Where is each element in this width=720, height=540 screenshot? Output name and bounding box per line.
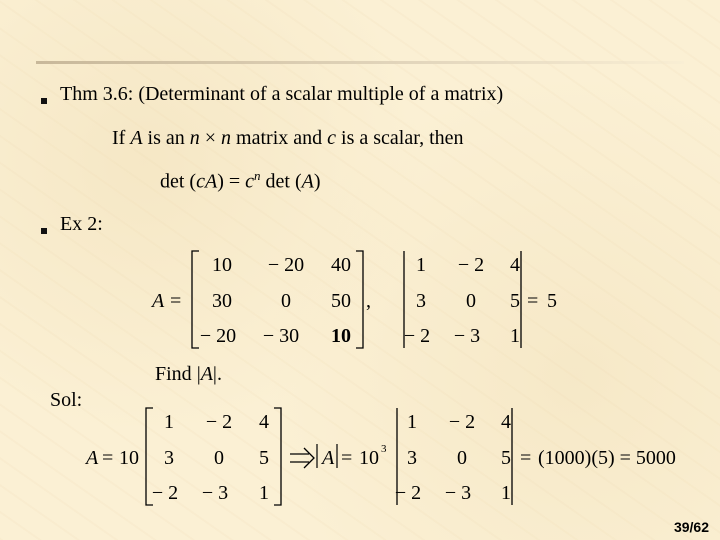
example-equation: [145, 245, 575, 355]
svg-text:0: 0: [281, 290, 291, 312]
det-matrix: [404, 254, 520, 347]
svg-text:− 2: − 2: [151, 482, 179, 504]
matrix-a-name: A: [152, 290, 165, 312]
title-rule: [36, 61, 684, 64]
svg-text:=: =: [520, 447, 532, 469]
svg-text:5: 5: [259, 447, 269, 469]
svg-text:− 2: − 2: [394, 482, 422, 504]
svg-text:− 3: − 3: [444, 482, 472, 504]
svg-text:5: 5: [501, 447, 511, 469]
svg-text:10: 10: [331, 325, 351, 347]
bullet-icon: [41, 98, 47, 104]
svg-text:5: 5: [510, 290, 520, 312]
svg-text:1: 1: [510, 325, 520, 347]
svg-text:A: A: [86, 447, 99, 469]
svg-text:0: 0: [457, 447, 467, 469]
svg-text:− 2: − 2: [205, 411, 233, 433]
svg-text:1: 1: [416, 254, 426, 276]
theorem-title: Thm 3.6: (Determinant of a scalar multiple of a matrix): [60, 83, 504, 105]
bullet-icon: [41, 228, 47, 234]
svg-text:1: 1: [164, 411, 174, 433]
implies-arrow-icon: [290, 448, 314, 468]
svg-text:− 3: − 3: [453, 325, 481, 347]
svg-text:− 3: − 3: [201, 482, 229, 504]
power-exponent: 3: [381, 443, 387, 455]
svg-text:10: 10: [212, 254, 232, 276]
svg-text:=: =: [341, 447, 353, 469]
svg-text:40: 40: [331, 254, 351, 276]
find-instruction: Find |A|.: [155, 363, 222, 385]
theorem-formula: $\det (cA) = c^n$ det (A): [160, 168, 321, 193]
svg-text:=: =: [527, 290, 539, 312]
svg-text:1: 1: [501, 482, 511, 504]
svg-text:0: 0: [466, 290, 476, 312]
svg-text:50: 50: [331, 290, 351, 312]
power-base: 10: [359, 447, 379, 469]
svg-text:4: 4: [259, 411, 269, 433]
svg-text:4: 4: [510, 254, 520, 276]
svg-text:− 30: − 30: [262, 325, 300, 347]
solution-det-matrix: [395, 411, 511, 504]
svg-text:1: 1: [407, 411, 417, 433]
theorem-statement: If A is an n × n matrix and c is a scalar, then: [112, 127, 464, 149]
svg-text:A: A: [322, 447, 335, 469]
svg-text:3: 3: [416, 290, 426, 312]
svg-text:− 2: − 2: [457, 254, 485, 276]
solution-matrix: [152, 411, 269, 504]
page-number: 39/62: [673, 519, 709, 535]
svg-text:3: 3: [164, 447, 174, 469]
svg-text:− 2: − 2: [448, 411, 476, 433]
svg-text:1: 1: [259, 482, 269, 504]
svg-text:30: 30: [212, 290, 232, 312]
det-value: 5: [547, 290, 557, 312]
svg-text:4: 4: [501, 411, 511, 433]
solution-label: Sol:: [50, 389, 83, 411]
svg-text:− 20: − 20: [267, 254, 305, 276]
solution-result: (1000)(5) = 5000: [538, 447, 676, 469]
matrix-a: [200, 254, 351, 347]
svg-text:− 2: − 2: [403, 325, 431, 347]
svg-text:0: 0: [214, 447, 224, 469]
svg-text:− 20: − 20: [199, 325, 237, 347]
svg-text:3: 3: [407, 447, 417, 469]
scalar: 10: [119, 447, 139, 469]
example-label: Ex 2:: [60, 213, 103, 235]
svg-text:,: ,: [366, 290, 371, 312]
solution-equation: [80, 402, 710, 510]
svg-text:=: =: [170, 290, 182, 312]
svg-text:=: =: [102, 447, 114, 469]
